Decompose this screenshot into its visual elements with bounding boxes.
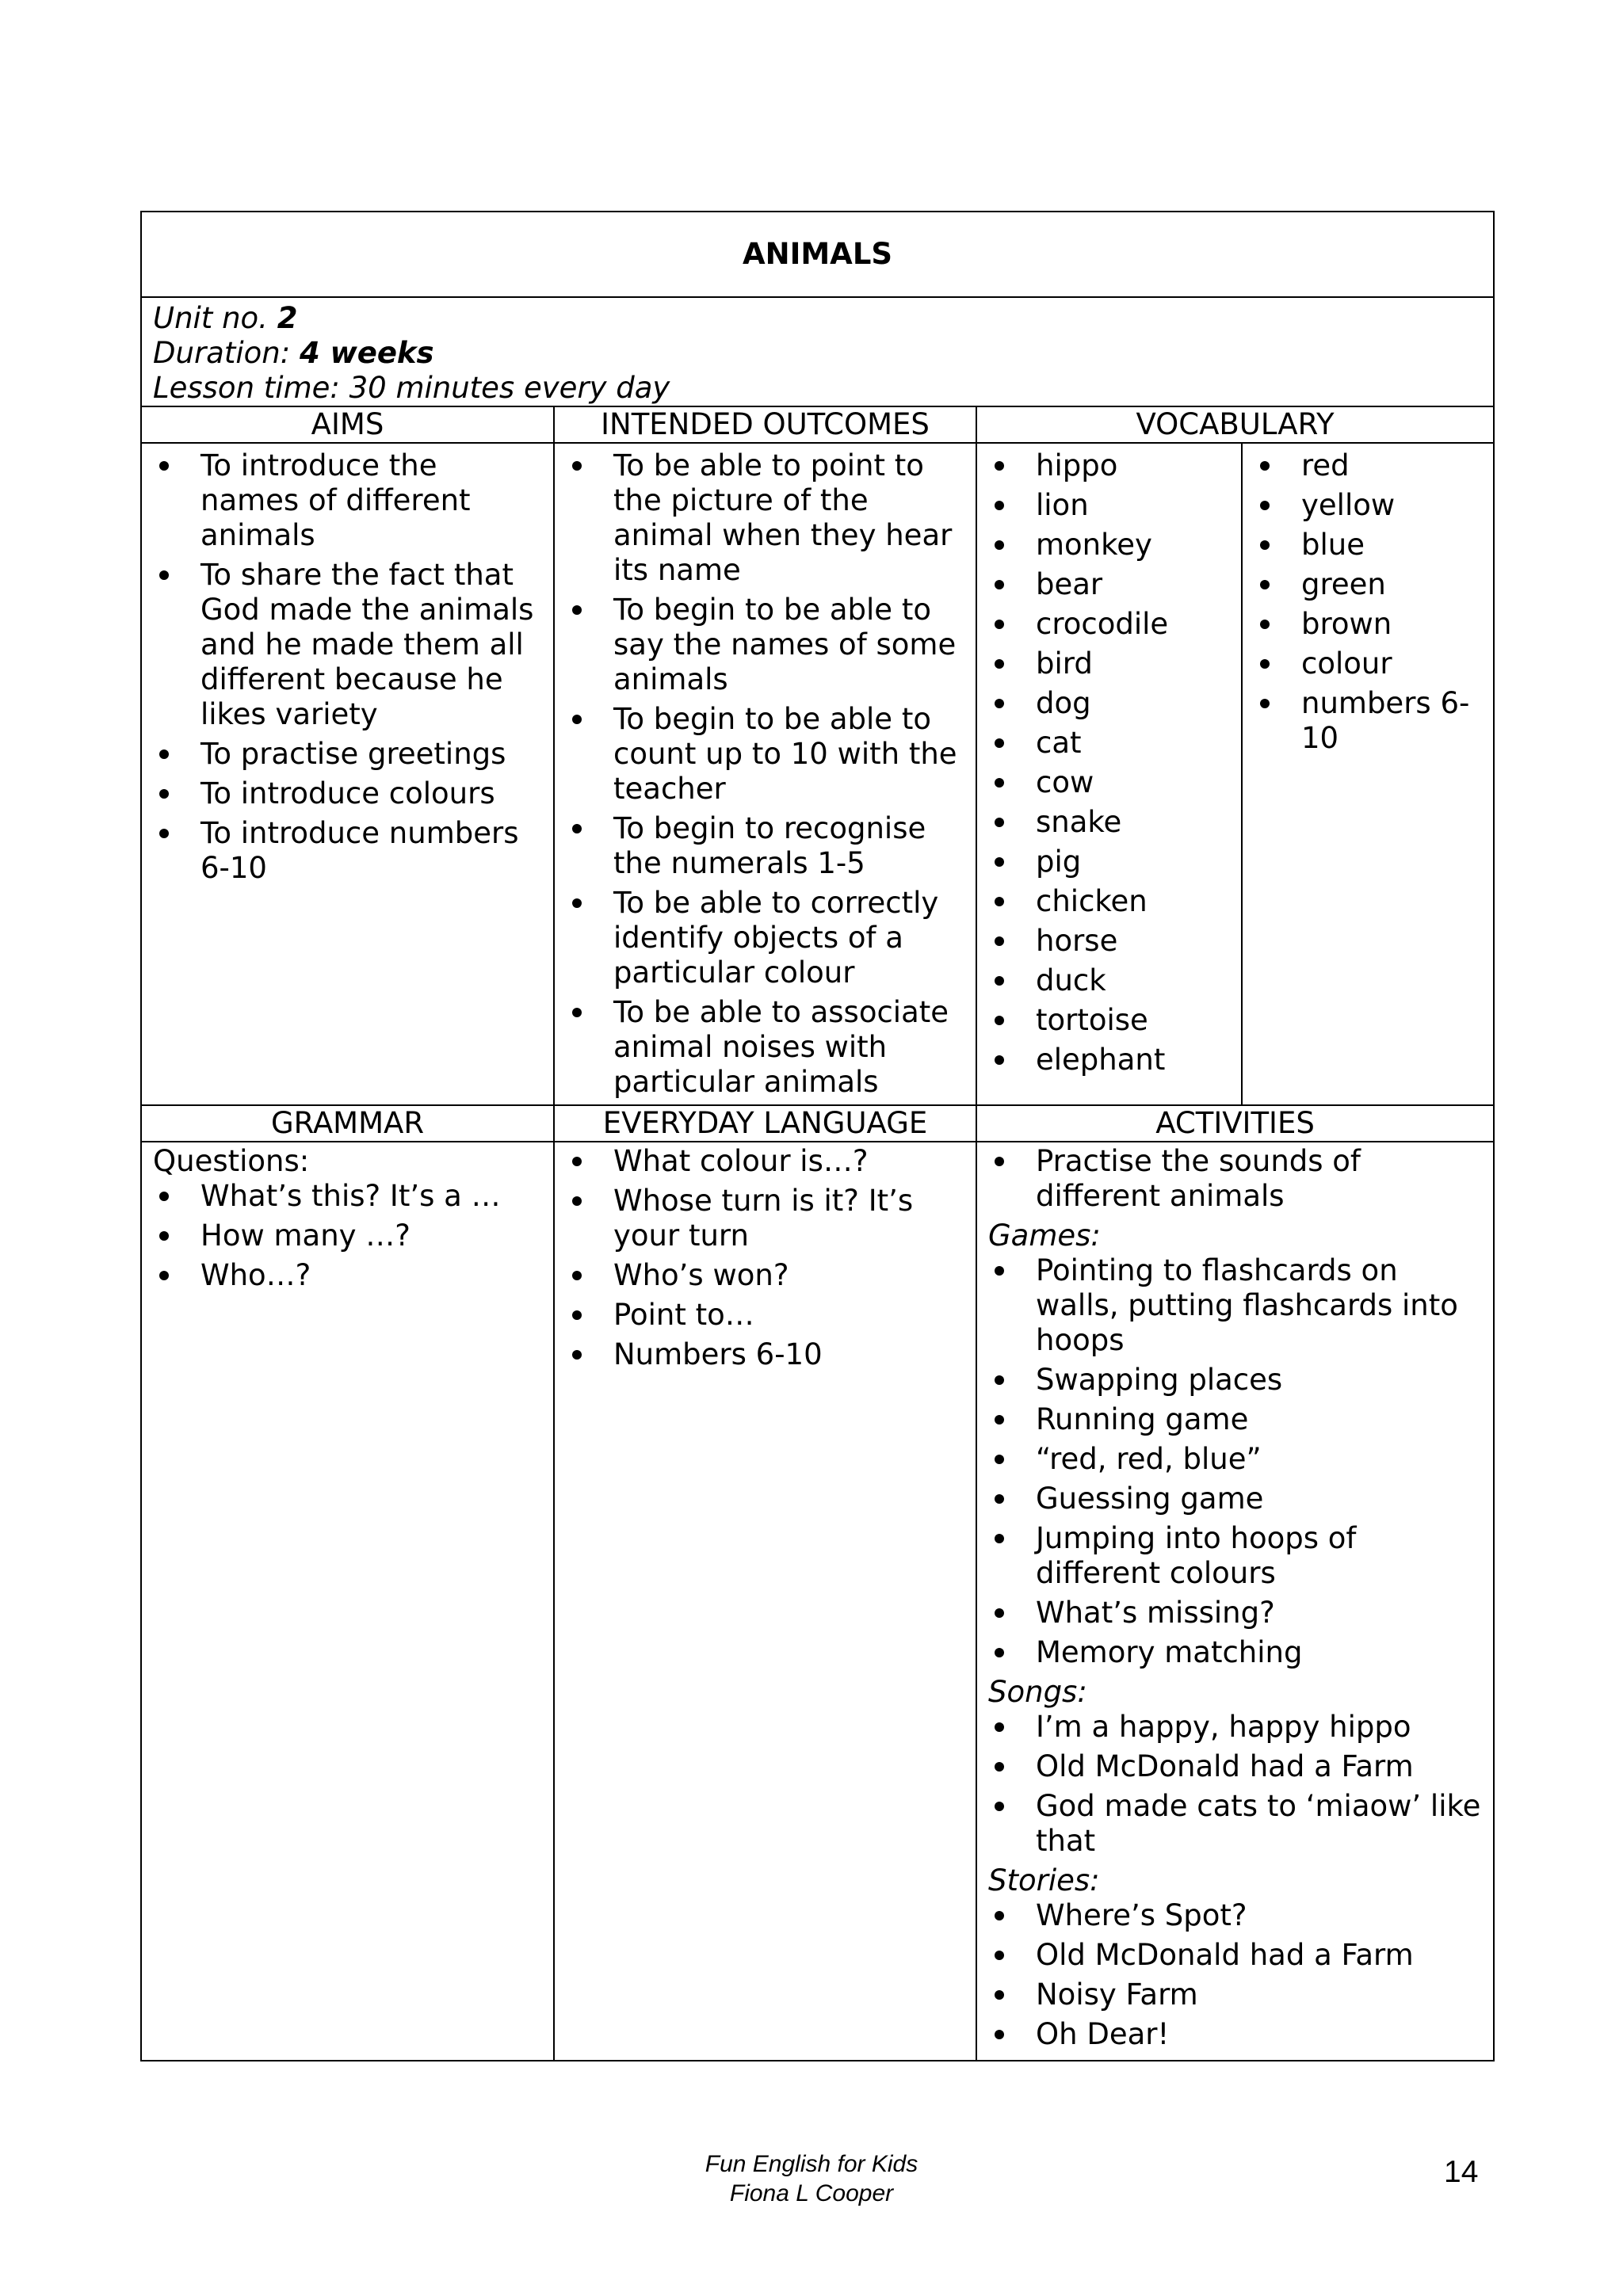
story-item: Old McDonald had a Farm	[988, 1938, 1482, 1973]
aims-cell	[141, 443, 554, 1105]
everyday-item: Whose turn is it? It’s your turn	[566, 1184, 964, 1253]
vocab-colour-item: brown	[1254, 607, 1482, 642]
unit-number-value: 2	[277, 301, 298, 335]
everyday-item: Point to…	[566, 1298, 964, 1333]
vocab-animal-item: snake	[988, 805, 1230, 840]
vocab-colour-item: blue	[1254, 528, 1482, 563]
outcomes-header: INTENDED OUTCOMES	[554, 406, 976, 443]
vocab-animal-item: chicken	[988, 884, 1230, 919]
story-item: Noisy Farm	[988, 1978, 1482, 2012]
unit-plan-table	[140, 211, 1495, 2061]
aim-item: To share the fact that God made the animals and he made them all different because he likes variety	[153, 558, 542, 732]
grammar-header: GRAMMAR	[141, 1105, 554, 1142]
outcomes-list	[566, 448, 964, 1100]
vocab-colour-item: red	[1254, 448, 1482, 483]
outcome-item: To begin to be able to count up to 10 with the teacher	[566, 702, 964, 807]
grammar-list	[153, 1179, 542, 1293]
song-item: Old McDonald had a Farm	[988, 1749, 1482, 1784]
outcome-item: To be able to associate animal noises with particular animals	[566, 995, 964, 1100]
stories-label: Stories:	[988, 1863, 1100, 1897]
vocab-colour-item: colour	[1254, 646, 1482, 681]
unit-title: ANIMALS	[141, 212, 1494, 297]
everyday-header: EVERYDAY LANGUAGE	[554, 1105, 976, 1142]
vocab-animal-item: bear	[988, 567, 1230, 602]
page-number: 14	[1444, 2155, 1479, 2189]
activities-intro-list	[988, 1144, 1482, 1214]
lesson-time-line: Lesson time: 30 minutes every day	[153, 371, 670, 405]
grammar-item: What’s this? It’s a …	[153, 1179, 542, 1214]
story-item: Where’s Spot?	[988, 1898, 1482, 1933]
everyday-cell	[554, 1142, 976, 2061]
grammar-cell	[141, 1142, 554, 2061]
footer-title: Fun English for Kids	[705, 2151, 918, 2177]
everyday-item: What colour is…?	[566, 1144, 964, 1179]
everyday-list	[566, 1144, 964, 1372]
vocab-animals-list	[988, 448, 1230, 1077]
vocab-animal-item: crocodile	[988, 607, 1230, 642]
outcomes-cell	[554, 443, 976, 1105]
games-list	[988, 1253, 1482, 1670]
vocab-animal-item: cow	[988, 765, 1230, 800]
vocab-animal-item: elephant	[988, 1043, 1230, 1077]
aim-item: To introduce the names of different animals	[153, 448, 542, 553]
footer-author: Fiona L Cooper	[729, 2180, 894, 2206]
game-item: “red, red, blue”	[988, 1442, 1482, 1477]
aims-header: AIMS	[141, 406, 554, 443]
vocab-animal-item: duck	[988, 963, 1230, 998]
vocab-colour-item: numbers 6-10	[1254, 686, 1482, 756]
activities-cell	[976, 1142, 1494, 2061]
grammar-intro: Questions:	[153, 1144, 310, 1178]
duration-label: Duration:	[153, 336, 300, 370]
outcome-item: To be able to point to the picture of the animal when they hear its name	[566, 448, 964, 588]
grammar-item: Who…?	[153, 1258, 542, 1293]
activities-header: ACTIVITIES	[976, 1105, 1494, 1142]
outcome-item: To begin to be able to say the names of some animals	[566, 593, 964, 697]
everyday-item: Numbers 6-10	[566, 1337, 964, 1372]
game-item: Jumping into hoops of different colours	[988, 1521, 1482, 1591]
vocabulary-header: VOCABULARY	[976, 406, 1494, 443]
game-item: Memory matching	[988, 1635, 1482, 1670]
everyday-item: Who’s won?	[566, 1258, 964, 1293]
vocab-animal-item: cat	[988, 726, 1230, 761]
songs-list	[988, 1710, 1482, 1859]
vocab-colour-item: green	[1254, 567, 1482, 602]
song-item: God made cats to ‘miaow’ like that	[988, 1789, 1482, 1859]
aim-item: To introduce colours	[153, 776, 542, 811]
game-item: Pointing to flashcards on walls, putting flashcards into hoops	[988, 1253, 1482, 1358]
story-item: Oh Dear!	[988, 2017, 1482, 2052]
vocab-animals-cell	[976, 443, 1242, 1105]
vocab-animal-item: horse	[988, 924, 1230, 959]
duration-value: 4 weeks	[299, 336, 434, 370]
game-item: Guessing game	[988, 1482, 1482, 1516]
unit-number-line	[153, 301, 1482, 336]
unit-info	[141, 297, 1494, 406]
stories-list	[988, 1898, 1482, 2052]
vocab-animal-item: lion	[988, 488, 1230, 523]
vocab-colour-item: yellow	[1254, 488, 1482, 523]
unit-number-label: Unit no.	[153, 301, 277, 335]
game-item: Swapping places	[988, 1363, 1482, 1398]
vocab-colours-cell	[1242, 443, 1494, 1105]
game-item: Running game	[988, 1402, 1482, 1437]
vocab-animal-item: tortoise	[988, 1003, 1230, 1038]
vocab-animal-item: hippo	[988, 448, 1230, 483]
vocab-animal-item: pig	[988, 845, 1230, 879]
outcome-item: To begin to recognise the numerals 1-5	[566, 811, 964, 881]
songs-label: Songs:	[988, 1675, 1087, 1709]
activity-item: Practise the sounds of different animals	[988, 1144, 1482, 1214]
duration-line	[153, 336, 1482, 371]
outcome-item: To be able to correctly identify objects of a particular colour	[566, 886, 964, 990]
grammar-item: How many …?	[153, 1219, 542, 1253]
song-item: I’m a happy, happy hippo	[988, 1710, 1482, 1745]
vocab-animal-item: bird	[988, 646, 1230, 681]
aims-list	[153, 448, 542, 886]
vocab-animal-item: dog	[988, 686, 1230, 721]
aim-item: To introduce numbers 6-10	[153, 816, 542, 886]
games-label: Games:	[988, 1219, 1101, 1253]
game-item: What’s missing?	[988, 1596, 1482, 1630]
footer	[0, 2149, 1623, 2208]
vocab-colours-list	[1254, 448, 1482, 756]
aim-item: To practise greetings	[153, 737, 542, 772]
vocab-animal-item: monkey	[988, 528, 1230, 563]
